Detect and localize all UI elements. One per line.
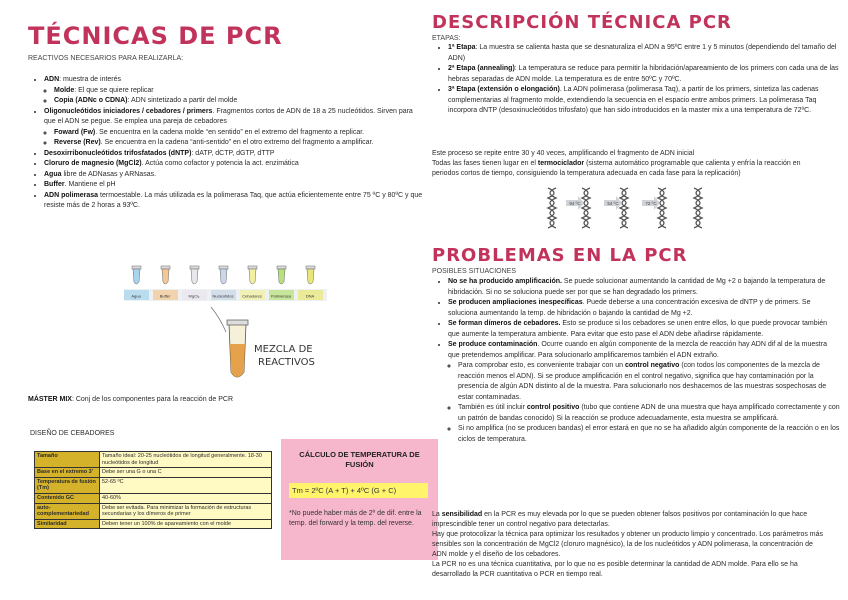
problemas-title: PROBLEMAS EN LA PCR xyxy=(432,245,688,266)
etapa-item: • 3ª Etapa (extensión o elongación). La ADN polimerasa (polimerasa Taq), a partir de los primers, sintetiza las cadenas complementarias al fragmento molde, extendiendo la secuencia en el espacio entre ambos primers. La polimerasa Taq incorpora dNTP (desoxinucleótidos trifosfato) que han sido introducidos en la master mix a una temperatura de 72ºC. xyxy=(448,85,840,117)
tube-label: Buffer xyxy=(159,293,171,299)
table-row xyxy=(35,468,272,478)
table-value: Deben tener un 100% de apareamiento con el molde xyxy=(100,519,272,529)
calculo-box xyxy=(281,439,438,560)
tube-label: Cebadores xyxy=(242,293,262,299)
reactivo-item: • Oligonucleótidos iniciadores / cebadores / primers. Fragmentos cortos de ADN de 18 a 25 nucleótidos. Sirven para que el ADN se pegue. Se emplea una pareja de cebadores xyxy=(44,107,424,128)
problema-subitem: ◦ También es útil incluir control positivo (tubo que contiene ADN de una muestra que haya amplificado correctamente y con un patrón de bandas conocido) Si la reacción se produce adecuadamente, esta muestra se amplificará. xyxy=(458,403,840,424)
table-key: Base en el extremo 3' xyxy=(35,468,100,478)
ciclo-line-2: Todas las fases tienen lugar en el termociclador (sistema automático programable que calienta y enfría la reacción en periodos cortos de tiempo, consiguiendo la temperatura adecuada en cada fase para la replicación) xyxy=(432,160,801,177)
ciclo-text xyxy=(432,149,824,179)
problema-item: • Se produce contaminación. Ocurre cuando en algún componente de la mezcla de reacción hay ADN dif al de la muestra que pretendemos amplificar. Para solucionarlo amplificaremos también el ADN extraño. xyxy=(448,340,840,361)
reactivo-subitem: ◦ Copia (ADNc o CDNA): ADN sintetizado a partir del molde xyxy=(54,96,424,107)
calculo-title: CÁLCULO DE TEMPERATURA DE FUSIÓN xyxy=(299,450,420,469)
cycle-temp: 54 ºC xyxy=(607,201,619,206)
tube-label: Nucleótidos xyxy=(212,293,234,299)
etapas-label: ETAPAS: xyxy=(432,35,461,42)
tube-label: Agua xyxy=(131,293,141,299)
reactivo-item: • Desoxirribonucleótidos trifosfatados (dNTP): dATP, dCTP, dGTP, dTTP xyxy=(44,149,424,160)
figure-caption-2: REACTIVOS xyxy=(258,357,315,368)
tube-6 xyxy=(306,266,315,284)
table-row xyxy=(35,503,272,519)
conclusion-text: La sensibilidad en la PCR es muy elevada por lo que se pueden obtener falsos positivos por contaminación lo que hace imprescindible tener un control negativo para detectarlas. Hay que protocolizar la técnica para optimizar los resultados y obtener un producto limpio y concentrado. Los parámetros más sensibles son la concentración de MgCl2 (cloruro magnésico), la de los nucleótidos y ADN polimerasa, la concentración de ADN molde y el diseño de los cebadores. La PCR no es una técnica cuantitativa, por lo que no es posible determinar la cantidad de ADN molde. Para ello se ha desarrollado la PCR cuantitativa o PCR en tiempo real. xyxy=(432,511,824,578)
table-value: 40-60% xyxy=(100,493,272,503)
master-mix-text: MÁSTER MIX: Conj de los componentes para la reacción de PCR xyxy=(28,396,234,403)
tube-5 xyxy=(277,266,286,284)
reactivo-item: • ADN: muestra de interés xyxy=(44,75,424,86)
tube-1 xyxy=(161,266,170,284)
tube-3 xyxy=(219,266,228,284)
table-key: Tamaño xyxy=(35,452,100,468)
table-value: Tamaño ideal: 20-25 nucleótidos de longitud generalmente. 18-30 nucleótidos de longitud xyxy=(100,452,272,468)
posibles-label: POSIBLES SITUACIONES xyxy=(432,268,517,275)
problema-item: • Se producen ampliaciones inespecíficas. Puede deberse a una concentración excesiva de dNTP y de primers. Se soluciona aumentando la temp. de hibridación o bajando la cantidad de Mg +2. xyxy=(448,298,840,319)
tube-4 xyxy=(248,266,257,284)
calculo-note: *No puede haber más de 2º de dif. entre la temp. del forward y la temp. del reverse. xyxy=(289,510,422,527)
reactivos-figure xyxy=(96,262,341,390)
cycle-temp: 72 ºC xyxy=(645,201,657,206)
problema-item: • Se forman dímeros de cebadores. Esto se produce si los cebadores se unen entre ellos, lo que puede provocar también que aumente la temperatura ambiente. Para evitar que esto pase el ADN debe añadirse rápidamente. xyxy=(448,319,840,340)
cycle-temp: 94 ºC xyxy=(569,201,581,206)
reactivo-item: • Cloruro de magnesio (MgCl2). Actúa como cofactor y potencia la act. enzimática xyxy=(44,159,424,170)
problemas-list xyxy=(432,277,840,445)
figure-caption-1: MEZCLA DE xyxy=(254,344,313,355)
cebadores-table xyxy=(34,451,272,529)
reactivo-subitem: ◦ Foward (Fw). Se encuentra en la cadena molde “en sentido” en el extremo del fragmento a replicar. xyxy=(54,128,424,139)
reactivo-item: • ADN polimerasa termoestable. La más utilizada es la polimerasa Taq, que actúa eficientemente entre 75 ºC y 80ºC y que resiste más de 2 horas a 93ºC. xyxy=(44,191,424,212)
table-key: Temperatura de fusión (Tm) xyxy=(35,477,100,493)
table-value: Debe ser una G o una C xyxy=(100,468,272,478)
dna-cycle-figure xyxy=(542,186,712,230)
table-value: 52-65 ºC xyxy=(100,477,272,493)
reactivo-item: • Agua libre de ADNasas y ARNasas. xyxy=(44,170,424,181)
tube-label: DNA xyxy=(305,293,315,299)
table-row xyxy=(35,477,272,493)
descripcion-title: DESCRIPCIÓN TÉCNICA PCR xyxy=(432,12,732,33)
tube-0 xyxy=(132,266,141,284)
diseno-cebadores-heading: DISEÑO DE CEBADORES xyxy=(30,430,115,437)
problema-item: • No se ha producido amplificación. Se puede solucionar aumentando la cantidad de Mg +2 o bajando la temperatura de hibridación. Si no se soluciona puede ser por que se han degradado los primers. xyxy=(448,277,840,298)
table-key: Contenido GC xyxy=(35,493,100,503)
problema-subitem: ◦ Para comprobar esto, es conveniente trabajar con un control negativo (con todos los componentes de la mezcla de reacción menos el ADN). Si se produce amplificación en el control negativo, significa que hay contaminación por la presencia de algún ADN distinto al de la muestra. Para solucionarlo nos deshacemos de las muestras sospechosas de estar contaminadas. xyxy=(458,361,840,403)
etapa-item: • 2ª Etapa (annealing): La temperatura se reduce para permitir la hibridación/apareamiento de los primers con cada una de las hebras separadas de ADN molde. La temperatura es de entre 50ºC y 70ºC. xyxy=(448,64,840,85)
tube-label: MgCl₂ xyxy=(188,293,200,299)
reactivos-subtitle: REACTIVOS NECESARIOS PARA REALIZARLA: xyxy=(28,55,184,62)
tube-2 xyxy=(190,266,199,284)
reactivo-subitem: ◦ Reverse (Rev). Se encuentra en la cadena “anti-sentido” en el otro extremo del fragmento a amplificar. xyxy=(54,138,424,149)
reactivo-subitem: ◦ Molde: El que se quiere replicar xyxy=(54,86,424,97)
table-row xyxy=(35,452,272,468)
etapas-list xyxy=(432,43,840,117)
reactivos-list xyxy=(28,75,424,212)
tubes-group xyxy=(124,266,327,301)
table-row xyxy=(35,493,272,503)
table-key: auto-complementariedad xyxy=(35,503,100,519)
reactivo-item: • Buffer. Mantiene el pH xyxy=(44,180,424,191)
ciclo-line-1: Este proceso se repite entre 30 y 40 veces, amplificando el fragmento de ADN inicial xyxy=(432,150,695,157)
table-row xyxy=(35,519,272,529)
tm-formula: Tm = 2ºC (A + T) + 4ºC (G + C) xyxy=(289,483,428,498)
page-title: TÉCNICAS DE PCR xyxy=(28,22,283,50)
tube-label: Polimerasa xyxy=(270,293,292,299)
table-value: Debe ser evitada. Para minimizar la formación de estructuras secundarias y los dímeros de primer xyxy=(100,503,272,519)
table-key: Similaridad xyxy=(35,519,100,529)
problema-subitem: ◦ Si no amplifica (no se producen bandas) el error estará en que no se ha añadido algún componente de la reacción o en los ciclos de temperatura. xyxy=(458,424,840,445)
etapa-item: • 1ª Etapa: La muestra se calienta hasta que se desnaturaliza el ADN a 95ºC entre 1 y 5 minutos (dependiendo del tamaño del ADN) xyxy=(448,43,840,64)
mix-tube xyxy=(227,320,248,377)
